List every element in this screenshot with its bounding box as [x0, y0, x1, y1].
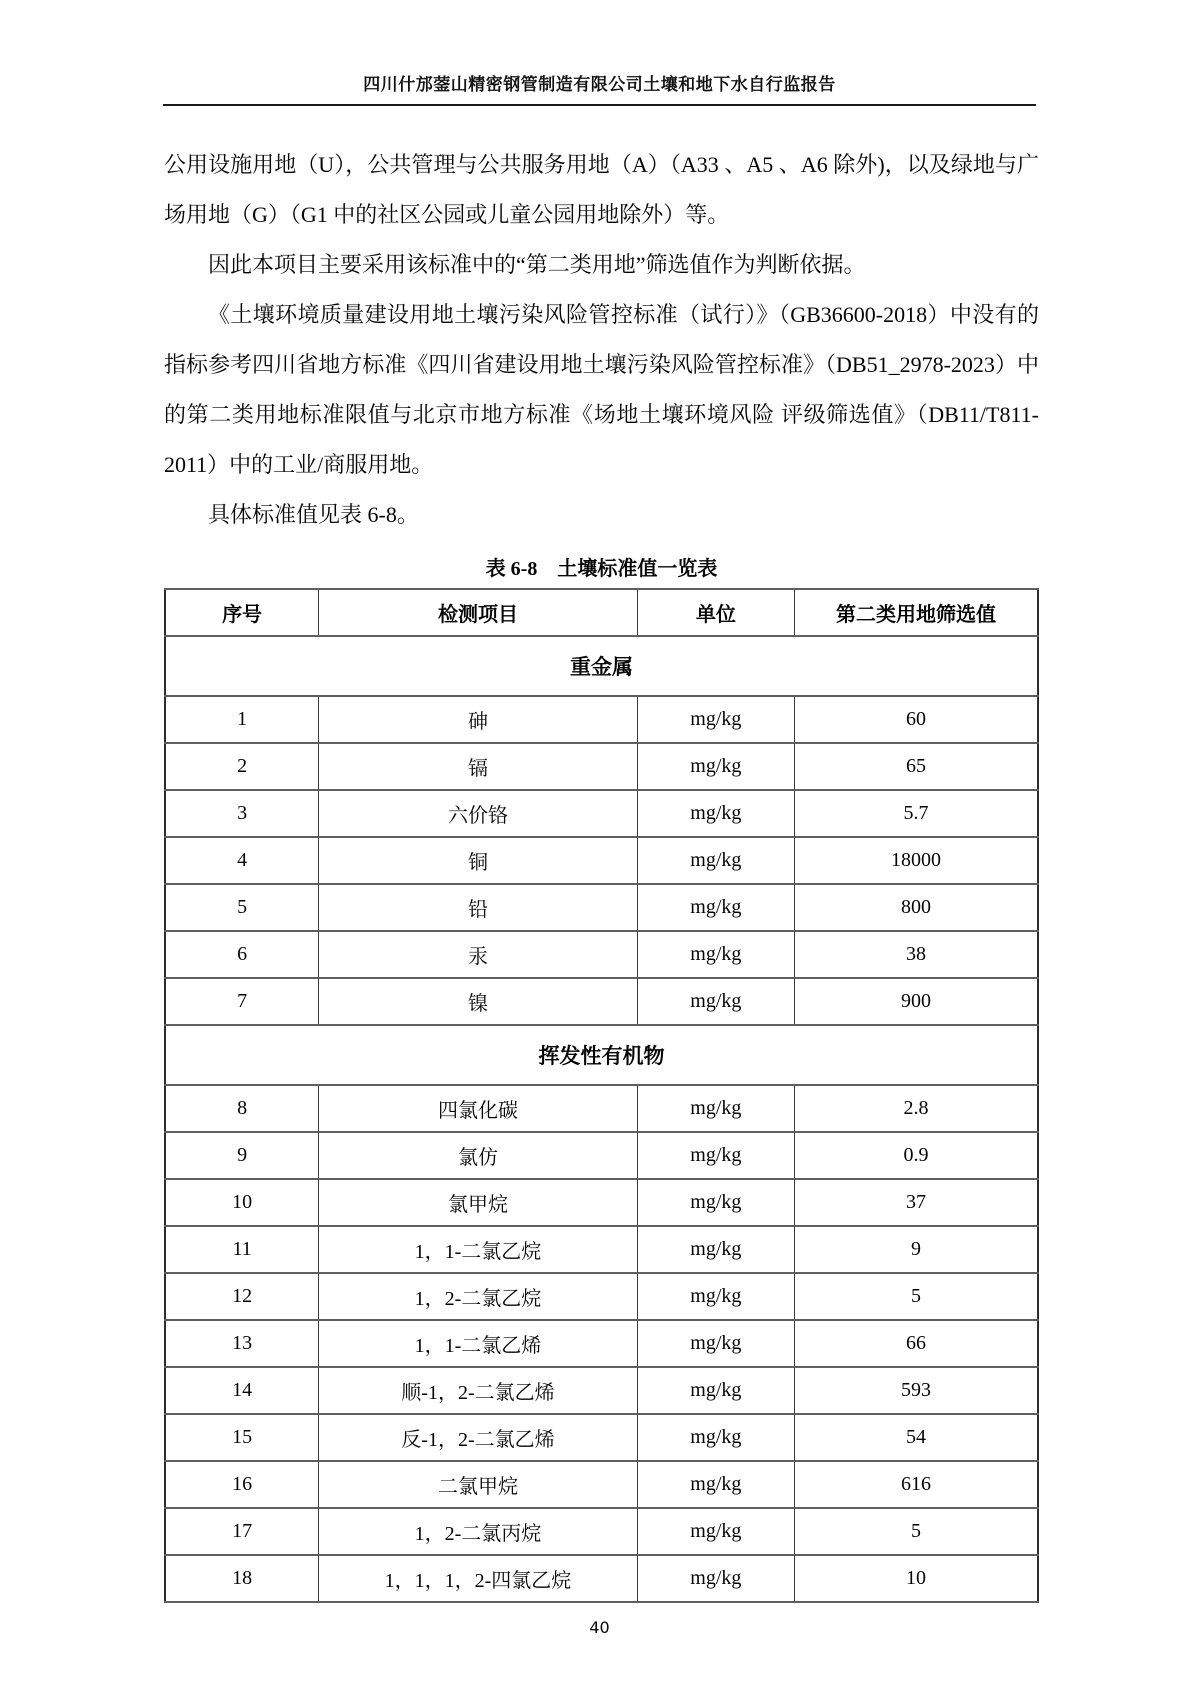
cell-item: 1，2-二氯乙烷 [319, 1273, 638, 1320]
cell-seq: 14 [165, 1367, 319, 1414]
table-row [165, 1179, 1038, 1226]
page-footer [0, 1618, 1199, 1638]
column-header-item: 检测项目 [319, 589, 638, 636]
running-head-rule [163, 70, 1036, 106]
cell-item: 1，1，1，2-四氯乙烷 [319, 1555, 638, 1602]
cell-seq: 15 [165, 1414, 319, 1461]
cell-value: 5 [794, 1508, 1038, 1555]
cell-unit: mg/kg [637, 1179, 794, 1226]
table-row [165, 978, 1038, 1025]
cell-item: 铜 [319, 837, 638, 884]
cell-value: 37 [794, 1179, 1038, 1226]
page-number: 40 [589, 1618, 610, 1637]
cell-value: 18000 [794, 837, 1038, 884]
cell-value: 10 [794, 1555, 1038, 1602]
running-head [0, 0, 1199, 106]
table-row [165, 1273, 1038, 1320]
cell-item: 氯仿 [319, 1132, 638, 1179]
table-row [165, 743, 1038, 790]
cell-item: 砷 [319, 696, 638, 743]
cell-seq: 3 [165, 790, 319, 837]
cell-unit: mg/kg [637, 931, 794, 978]
running-head-title: 四川什邡蓥山精密钢管制造有限公司土壤和地下水自行监报告 [363, 75, 836, 94]
cell-seq: 8 [165, 1085, 319, 1132]
cell-item: 六价铬 [319, 790, 638, 837]
cell-item: 镉 [319, 743, 638, 790]
cell-item: 氯甲烷 [319, 1179, 638, 1226]
cell-unit: mg/kg [637, 1461, 794, 1508]
cell-item: 镍 [319, 978, 638, 1025]
cell-seq: 12 [165, 1273, 319, 1320]
cell-unit: mg/kg [637, 1508, 794, 1555]
column-header-seq: 序号 [165, 589, 319, 636]
paragraph-standards-reference: 《土壤环境质量建设用地土壤污染风险管控标准（试行）》（GB36600-2018）中没有的指标参考四川省地方标准《四川省建设用地土壤污染风险管控标准》（DB51_2978-2023）中的第二类用地标准限值与北京市地方标准《场地土壤环境风险 评级筛选值》（DB11/T811-2011）中的工业/商服用地。 [164, 302, 1039, 477]
cell-value: 900 [794, 978, 1038, 1025]
table-row [165, 790, 1038, 837]
cell-seq: 5 [165, 884, 319, 931]
cell-unit: mg/kg [637, 696, 794, 743]
cell-seq: 1 [165, 696, 319, 743]
cell-seq: 6 [165, 931, 319, 978]
cell-value: 65 [794, 743, 1038, 790]
cell-seq: 13 [165, 1320, 319, 1367]
table-row [165, 1367, 1038, 1414]
table-row [165, 1132, 1038, 1179]
cell-unit: mg/kg [637, 1414, 794, 1461]
section-title: 重金属 [165, 636, 1038, 696]
cell-unit: mg/kg [637, 1226, 794, 1273]
cell-item: 二氯甲烷 [319, 1461, 638, 1508]
table-row [165, 1085, 1038, 1132]
cell-item: 1，2-二氯丙烷 [319, 1508, 638, 1555]
cell-unit: mg/kg [637, 1132, 794, 1179]
table-row [165, 884, 1038, 931]
table-row [165, 696, 1038, 743]
section-title: 挥发性有机物 [165, 1025, 1038, 1085]
cell-value: 2.8 [794, 1085, 1038, 1132]
table-row [165, 1320, 1038, 1367]
cell-item: 1，1-二氯乙烯 [319, 1320, 638, 1367]
cell-seq: 10 [165, 1179, 319, 1226]
table-caption: 表 6-8 土壤标准值一览表 [485, 558, 718, 580]
cell-unit: mg/kg [637, 978, 794, 1025]
cell-value: 54 [794, 1414, 1038, 1461]
cell-unit: mg/kg [637, 884, 794, 931]
paragraph-land-use: 公用设施用地（U），公共管理与公共服务用地（A）（A33 、A5 、A6 除外)，以及绿地与广场用地（G）（G1 中的社区公园或儿童公园用地除外）等。 [164, 152, 1039, 227]
cell-value: 593 [794, 1367, 1038, 1414]
table-row [165, 931, 1038, 978]
cell-item: 汞 [319, 931, 638, 978]
table-row [165, 1508, 1038, 1555]
cell-value: 616 [794, 1461, 1038, 1508]
cell-seq: 17 [165, 1508, 319, 1555]
cell-value: 66 [794, 1320, 1038, 1367]
cell-value: 0.9 [794, 1132, 1038, 1179]
cell-value: 800 [794, 884, 1038, 931]
table-row [165, 1414, 1038, 1461]
cell-seq: 2 [165, 743, 319, 790]
cell-unit: mg/kg [637, 1085, 794, 1132]
cell-value: 5.7 [794, 790, 1038, 837]
column-header-unit: 单位 [637, 589, 794, 636]
cell-unit: mg/kg [637, 790, 794, 837]
cell-unit: mg/kg [637, 1320, 794, 1367]
table-row [165, 1226, 1038, 1273]
column-header-screening-value: 第二类用地筛选值 [794, 589, 1038, 636]
cell-unit: mg/kg [637, 1273, 794, 1320]
cell-item: 顺-1，2-二氯乙烯 [319, 1367, 638, 1414]
cell-value: 60 [794, 696, 1038, 743]
cell-item: 铅 [319, 884, 638, 931]
cell-value: 9 [794, 1226, 1038, 1273]
cell-item: 反-1，2-二氯乙烯 [319, 1414, 638, 1461]
cell-seq: 7 [165, 978, 319, 1025]
cell-value: 38 [794, 931, 1038, 978]
cell-seq: 4 [165, 837, 319, 884]
table-row [165, 1555, 1038, 1602]
cell-unit: mg/kg [637, 837, 794, 884]
cell-unit: mg/kg [637, 1555, 794, 1602]
paragraph-see-table: 具体标准值见表 6-8。 [208, 502, 419, 527]
table-row [165, 837, 1038, 884]
cell-seq: 16 [165, 1461, 319, 1508]
cell-unit: mg/kg [637, 743, 794, 790]
page-content [0, 106, 1199, 1603]
table-section-row [165, 636, 1038, 696]
table-row [165, 1461, 1038, 1508]
table-section-row [165, 1025, 1038, 1085]
cell-item: 1，1-二氯乙烷 [319, 1226, 638, 1273]
cell-seq: 18 [165, 1555, 319, 1602]
soil-standards-table [164, 588, 1039, 1603]
cell-seq: 11 [165, 1226, 319, 1273]
paragraph-screening-basis: 因此本项目主要采用该标准中的“第二类用地”筛选值作为判断依据。 [208, 252, 866, 277]
cell-unit: mg/kg [637, 1367, 794, 1414]
table-body [165, 636, 1038, 1602]
cell-value: 5 [794, 1273, 1038, 1320]
cell-seq: 9 [165, 1132, 319, 1179]
cell-item: 四氯化碳 [319, 1085, 638, 1132]
table-header-row [165, 589, 1038, 636]
